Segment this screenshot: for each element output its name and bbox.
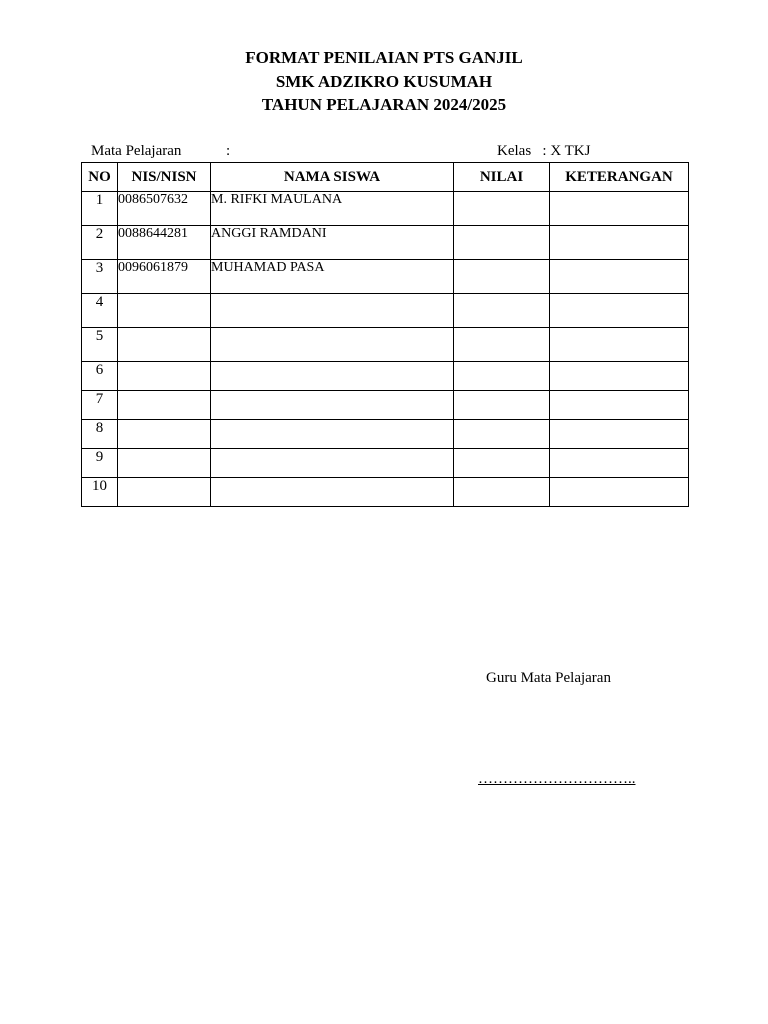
subject-label: Mata Pelajaran [91, 143, 182, 159]
title-line-3: TAHUN PELAJARAN 2024/2025 [261, 95, 507, 114]
table-row [82, 226, 689, 260]
cell-nis: 0086507632 [118, 192, 211, 226]
cell-nis[interactable] [118, 328, 211, 362]
table-row [82, 362, 689, 391]
cell-no: 4 [82, 294, 118, 328]
document-title [0, 46, 768, 117]
title-line-2: SMK ADZIKRO KUSUMAH [275, 71, 493, 91]
table-row [82, 192, 689, 226]
cell-no: 2 [82, 226, 118, 260]
cell-no: 5 [82, 328, 118, 362]
cell-nama[interactable] [211, 391, 454, 420]
cell-nilai[interactable] [454, 420, 550, 449]
cell-nilai[interactable] [454, 294, 550, 328]
cell-nis[interactable] [118, 449, 211, 478]
cell-nilai[interactable] [454, 260, 550, 294]
class-label: Kelas [497, 143, 532, 159]
table-row [82, 478, 689, 507]
cell-no: 9 [82, 449, 118, 478]
signature-line: ………………………….. [478, 771, 636, 787]
cell-nama[interactable] [211, 420, 454, 449]
cell-nama[interactable] [211, 478, 454, 507]
cell-nama: MUHAMAD PASA [211, 260, 454, 294]
cell-nis[interactable] [118, 420, 211, 449]
header-no: NO [82, 163, 118, 192]
cell-keterangan[interactable] [550, 391, 689, 420]
cell-keterangan[interactable] [550, 294, 689, 328]
cell-keterangan[interactable] [550, 328, 689, 362]
cell-nilai[interactable] [454, 362, 550, 391]
cell-nama: ANGGI RAMDANI [211, 226, 454, 260]
cell-nama: M. RIFKI MAULANA [211, 192, 454, 226]
subject-field [91, 142, 231, 160]
cell-nama[interactable] [211, 362, 454, 391]
cell-nilai[interactable] [454, 328, 550, 362]
cell-no: 1 [82, 192, 118, 226]
cell-nilai[interactable] [454, 449, 550, 478]
cell-nama[interactable] [211, 294, 454, 328]
cell-nilai[interactable] [454, 478, 550, 507]
cell-keterangan[interactable] [550, 192, 689, 226]
cell-nis[interactable] [118, 362, 211, 391]
table-row [82, 294, 689, 328]
cell-nama[interactable] [211, 328, 454, 362]
cell-nis[interactable] [118, 294, 211, 328]
subject-colon: : [226, 143, 231, 159]
cell-nilai[interactable] [454, 391, 550, 420]
cell-no: 8 [82, 420, 118, 449]
title-line-1: FORMAT PENILAIAN PTS GANJIL [245, 48, 523, 67]
table-row [82, 328, 689, 362]
cell-keterangan[interactable] [550, 420, 689, 449]
cell-nis[interactable] [118, 391, 211, 420]
cell-nama[interactable] [211, 449, 454, 478]
cell-no: 6 [82, 362, 118, 391]
header-keterangan: KETERANGAN [550, 163, 689, 192]
cell-keterangan[interactable] [550, 478, 689, 507]
header-nis: NIS/NISN [118, 163, 211, 192]
cell-keterangan[interactable] [550, 362, 689, 391]
header-nilai: NILAI [454, 163, 550, 192]
table-row [82, 260, 689, 294]
cell-nilai[interactable] [454, 226, 550, 260]
cell-keterangan[interactable] [550, 449, 689, 478]
class-value: : X TKJ [542, 143, 591, 159]
cell-nis: 0088644281 [118, 226, 211, 260]
cell-nis[interactable] [118, 478, 211, 507]
cell-nis: 0096061879 [118, 260, 211, 294]
cell-no: 3 [82, 260, 118, 294]
cell-keterangan[interactable] [550, 260, 689, 294]
cell-nilai[interactable] [454, 192, 550, 226]
score-table [81, 162, 689, 507]
cell-no: 7 [82, 391, 118, 420]
table-row [82, 391, 689, 420]
table-row [82, 420, 689, 449]
cell-no: 10 [82, 478, 118, 507]
header-nama: NAMA SISWA [211, 163, 454, 192]
cell-keterangan[interactable] [550, 226, 689, 260]
table-row [82, 449, 689, 478]
table-header-row [82, 163, 689, 192]
signature-role: Guru Mata Pelajaran [486, 670, 611, 686]
class-field [497, 142, 590, 160]
